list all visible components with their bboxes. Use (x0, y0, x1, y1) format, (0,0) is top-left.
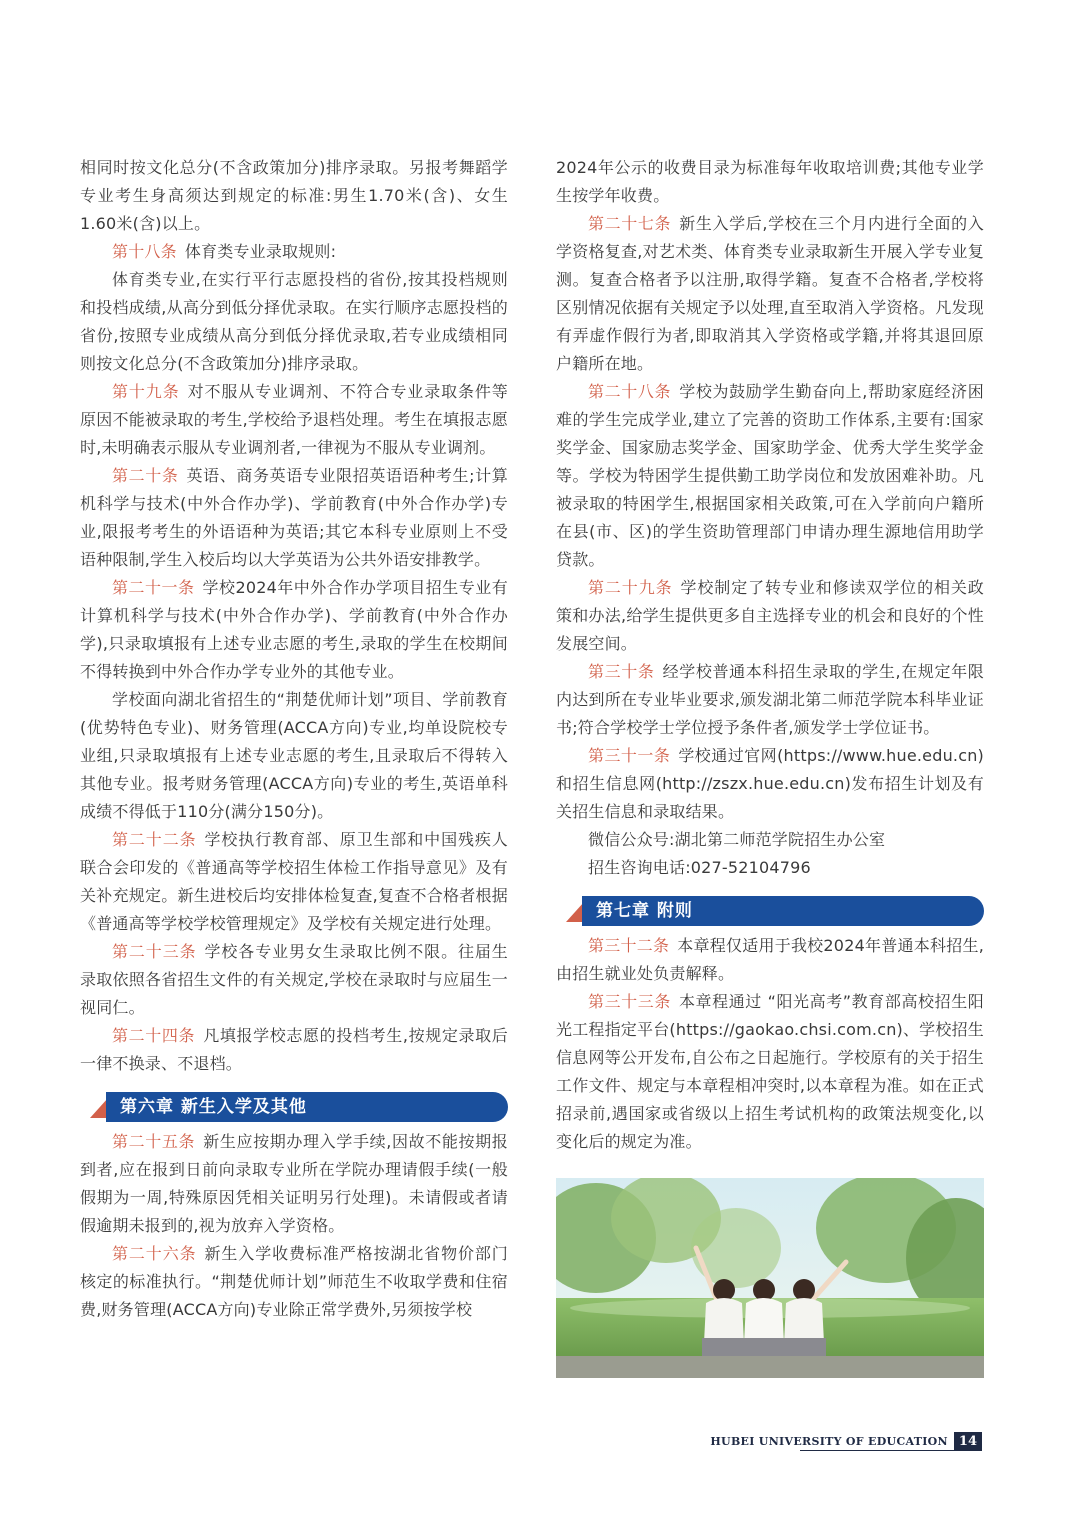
article-text: 体育类专业录取规则: (184, 242, 337, 261)
article-number: 第二十五条 (112, 1132, 196, 1151)
chapter-title: 第六章 新生入学及其他 (106, 1092, 508, 1122)
article-number: 第二十九条 (588, 578, 673, 597)
article-text: 本章程通过 “阳光高考”教育部高校招生阳光工程指定平台(https://gaokao.chsi.com.cn)、学校招生信息网等公开发布,自公布之日起施行。学校原有的关于招生工作文件、规定与本章程相冲突时,以本章程为准。如在正式招录前,遇国家或省级以上招生考试机构的政策法规变化,以变化后的规定为准。 (556, 992, 984, 1151)
university-name: HUBEI UNIVERSITY OF EDUCATION (710, 1435, 948, 1448)
article-number: 第二十三条 (112, 942, 197, 961)
article-text: 新生入学后,学校在三个月内进行全面的入学资格复查,对艺术类、体育类专业录取新生开展入学专业复测。复查合格者予以注册,取得学籍。复查不合格者,学校将区别情况依据有关规定予以处理,直至取消入学资格。凡发现有弄虚作假行为者,即取消其入学资格或学籍,并将其退回原户籍所在地。 (556, 214, 984, 373)
campus-photo (556, 1178, 984, 1378)
article-text: 本章程仅适用于我校2024年普通本科招生,由招生就业处负责解释。 (556, 936, 984, 983)
article-32 (556, 932, 984, 988)
article-number: 第二十二条 (112, 830, 197, 849)
article-number: 第二十四条 (112, 1026, 196, 1045)
contact-phone: 招生咨询电话:027-52104796 (588, 858, 811, 877)
students-photo-illustration (556, 1178, 984, 1378)
article-22 (80, 826, 508, 938)
article-27 (556, 210, 984, 378)
article-number: 第十八条 (112, 242, 177, 261)
article-number: 第三十三条 (588, 992, 671, 1011)
article-text: 学校制定了转专业和修读双学位的相关政策和办法,给学生提供更多自主选择专业的机会和良好的个性发展空间。 (556, 578, 984, 653)
article-23 (80, 938, 508, 1022)
chapter-title: 第七章 附则 (582, 896, 984, 926)
page-number: 14 (954, 1432, 982, 1451)
footer-rule (800, 1450, 954, 1451)
article-30 (556, 658, 984, 742)
article-33 (556, 988, 984, 1156)
article-text: 学校2024年中外合作办学项目招生专业有计算机科学与技术(中外合作办学)、学前教育(中外合作办学),只录取填报有上述专业志愿的考生,录取的学生在校期间不得转换到中外合作办学专业外的其他专业。 (80, 578, 508, 681)
article-number: 第二十一条 (112, 578, 195, 597)
chapter-6-header (80, 1092, 508, 1122)
article-number: 第二十条 (112, 466, 179, 485)
article-number: 第二十六条 (112, 1244, 197, 1263)
wechat-account: 微信公众号:湖北第二师范学院招生办公室 (588, 830, 886, 849)
right-column (556, 154, 984, 1156)
article-text: 学校执行教育部、原卫生部和中国残疾人联合会印发的《普通高等学校招生体检工作指导意见》及有关补充规定。新生进校后均安排体检复查,复查不合格者根据《普通高等学校学校管理规定》及学校有关规定进行处理。 (80, 830, 508, 933)
article-26 (80, 1240, 508, 1324)
article-text: 新生应按期办理入学手续,因故不能按期报到者,应在报到日前向录取专业所在学院办理请假手续(一般假期为一周,特殊原因凭相关证明另行处理)。未请假或者请假逾期未报到的,视为放弃入学资格。 (80, 1132, 508, 1235)
paragraph: 相同时按文化总分(不含政策加分)排序录取。另报考舞蹈学专业考生身高须达到规定的标准:男生1.70米(含)、女生1.60米(含)以上。 (80, 158, 508, 233)
article-text: 学校为鼓励学生勤奋向上,帮助家庭经济困难的学生完成学业,建立了完善的资助工作体系,主要有:国家奖学金、国家励志奖学金、国家助学金、优秀大学生奖学金等。学校为特困学生提供勤工助学岗位和发放困难补助。凡被录取的特困学生,根据国家相关政策,可在入学前向户籍所在县(市、区)的学生资助管理部门申请办理生源地信用助学贷款。 (556, 382, 984, 569)
page-footer (710, 1432, 982, 1451)
article-number: 第十九条 (112, 382, 180, 401)
paragraph: 学校面向湖北省招生的“荆楚优师计划”项目、学前教育(优势特色专业)、财务管理(ACCA方向)专业,均单设院校专业组,只录取填报有上述专业志愿的考生,且录取后不得转入其他专业。报考财务管理(ACCA方向)专业的考生,英语单科成绩不得低于110分(满分150分)。 (80, 690, 508, 821)
article-28 (556, 378, 984, 574)
article-text: 英语、商务英语专业限招英语语种考生;计算机科学与技术(中外合作办学)、学前教育(中外合作办学)专业,限报考考生的外语语种为英语;其它本科专业原则上不受语种限制,学生入校后均以大学英语为公共外语安排教学。 (80, 466, 508, 569)
article-text: 凡填报学校志愿的投档考生,按规定录取后一律不换录、不退档。 (80, 1026, 508, 1073)
article-text: 学校通过官网(https://www.hue.edu.cn)和招生信息网(http://zszx.hue.edu.cn)发布招生计划及有关招生信息和录取结果。 (556, 746, 984, 821)
article-19 (80, 378, 508, 462)
chapter-7-header (556, 896, 984, 926)
article-text: 对不服从专业调剂、不符合专业录取条件等原因不能被录取的考生,学校给予退档处理。考生在填报志愿时,未明确表示服从专业调剂者,一律视为不服从专业调剂。 (80, 382, 508, 457)
article-21 (80, 574, 508, 686)
article-number: 第三十一条 (588, 746, 671, 765)
article-20 (80, 462, 508, 574)
article-18 (80, 238, 508, 266)
left-column (80, 154, 508, 1324)
article-text: 经学校普通本科招生录取的学生,在规定年限内达到所在专业毕业要求,颁发湖北第二师范学院本科毕业证书;符合学校学士学位授予条件者,颁发学士学位证书。 (556, 662, 984, 737)
article-number: 第三十二条 (588, 936, 670, 955)
paragraph: 2024年公示的收费目录为标准每年收取培训费;其他专业学生按学年收费。 (556, 158, 984, 205)
article-number: 第三十条 (588, 662, 655, 681)
article-31 (556, 742, 984, 826)
paragraph: 体育类专业,在实行平行志愿投档的省份,按其投档规则和投档成绩,从高分到低分择优录取。在实行顺序志愿投档的省份,按照专业成绩从高分到低分择优录取,若专业成绩相同则按文化总分(不含政策加分)排序录取。 (80, 270, 508, 373)
article-text: 学校各专业男女生录取比例不限。往届生录取依照各省招生文件的有关规定,学校在录取时与应届生一视同仁。 (80, 942, 508, 1017)
article-29 (556, 574, 984, 658)
article-24 (80, 1022, 508, 1078)
article-25 (80, 1128, 508, 1240)
article-text: 新生入学收费标准严格按湖北省物价部门核定的标准执行。“荆楚优师计划”师范生不收取学费和住宿费,财务管理(ACCA方向)专业除正常学费外,另须按学校 (80, 1244, 508, 1319)
article-number: 第二十八条 (588, 382, 672, 401)
article-number: 第二十七条 (588, 214, 672, 233)
